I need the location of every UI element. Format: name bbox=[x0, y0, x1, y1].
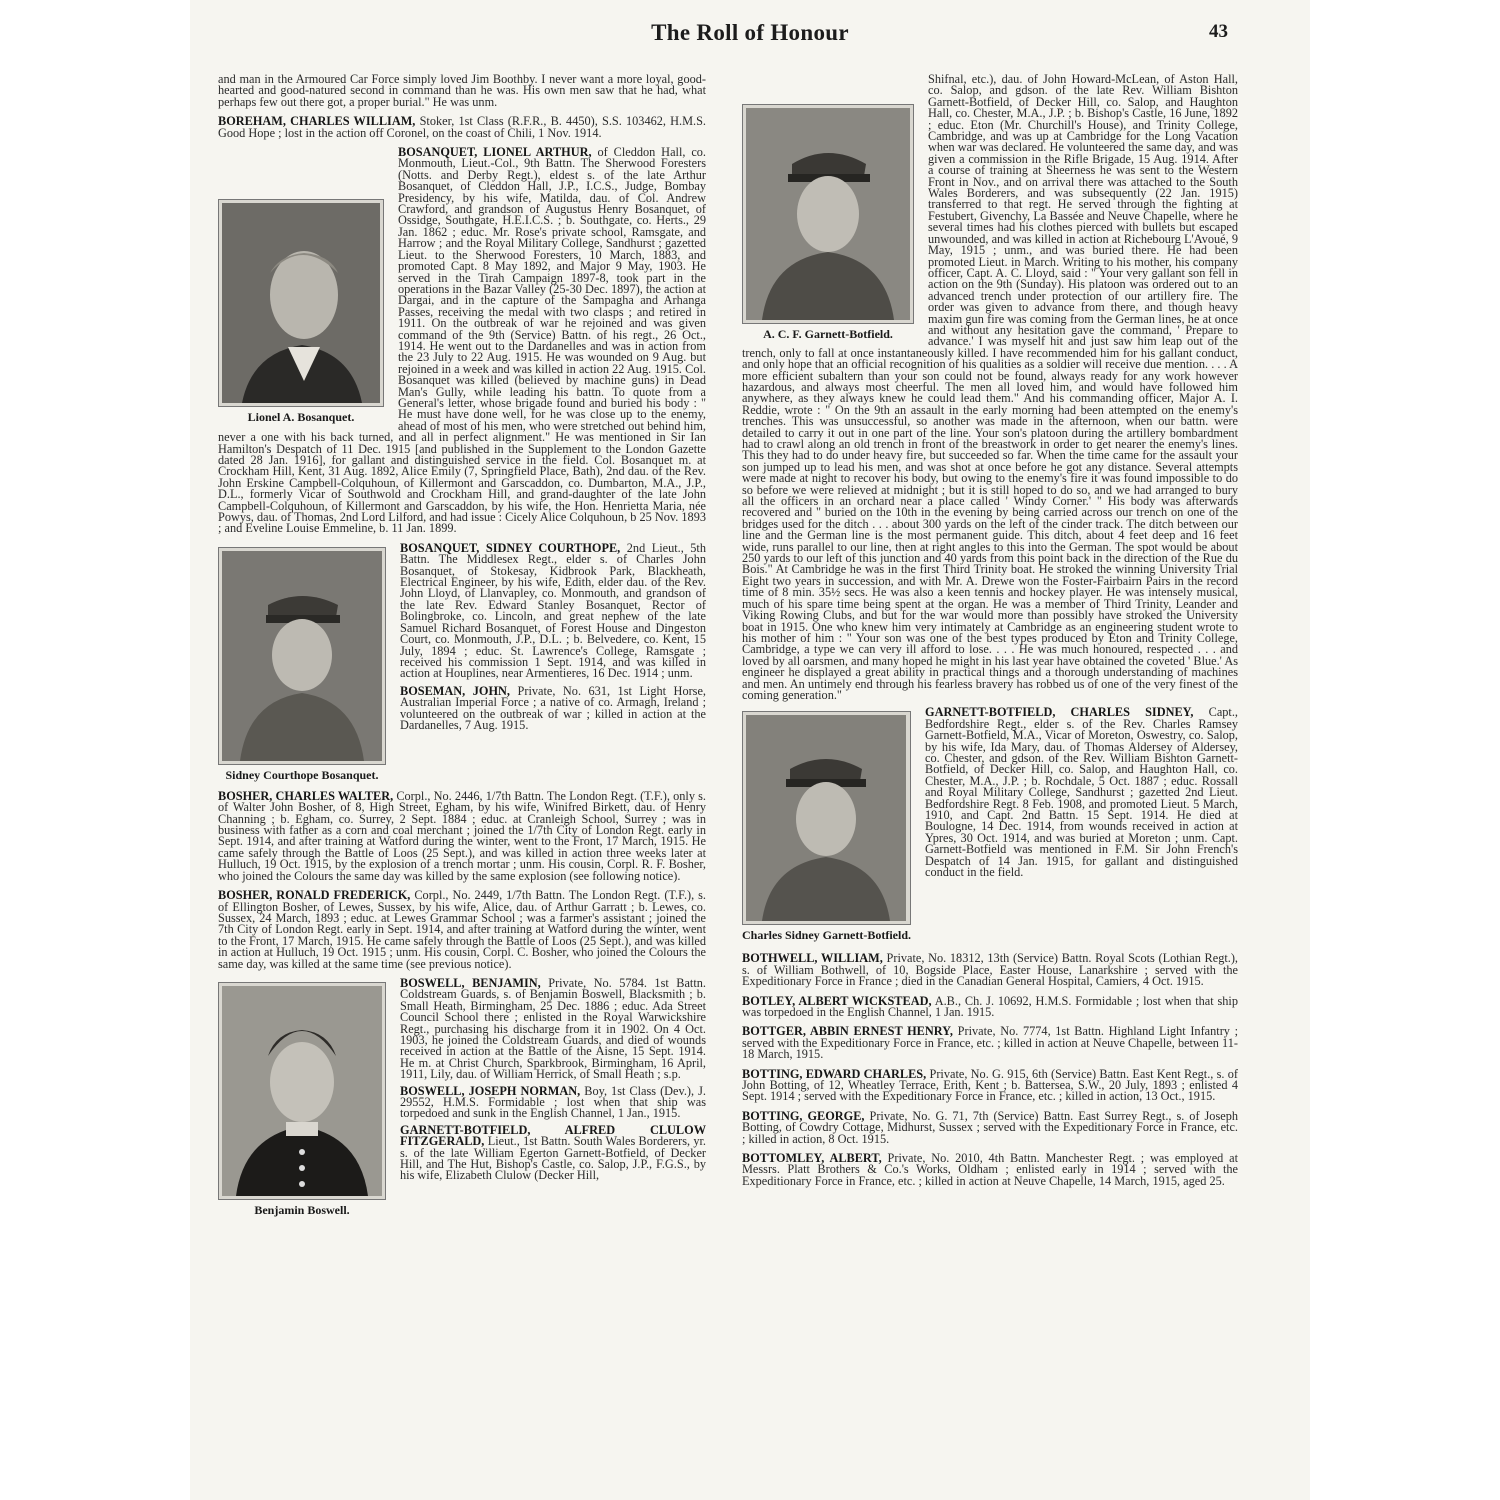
entry-garnett-alfred-continued bbox=[742, 74, 1238, 701]
entry-bosher-charles bbox=[218, 788, 707, 883]
caption-lionel: Lionel A. Bosanquet. bbox=[247, 410, 355, 425]
caption-charles: Charles Sidney Garnett-Botfield. bbox=[742, 928, 911, 943]
entry-name: BOSWELL, BENJAMIN, bbox=[400, 975, 541, 990]
entry-text: Lieut., 1st Battn. South Wales Borderers, yr. s. of the late William Egerton Garnett-Botfield, of Decker Hill, and The Hut, Bishop's Castle, co. Salop, J.P., F.G.S., by his wife, Elizabeth Clulow (Decker Hill, bbox=[400, 1134, 706, 1183]
entry-text: Private, No. G. 915, 6th (Service) Battn. East Kent Regt., s. of John Botting, of 12, Wheatley Terrace, Erith, Kent ; b. Battersea, S.W., 20 July, 1893 ; enlisted 4 Sept. 1914 ; served with the Expeditionary Force in France, etc. ; killed in action, 13 Oct., 1915. bbox=[742, 1066, 1238, 1104]
entry-name: BOTHWELL, WILLIAM, bbox=[742, 951, 883, 966]
entry-bosanquet-sidney bbox=[218, 540, 707, 785]
portrait-sidney bbox=[218, 547, 386, 781]
entry-name: BOREHAM, CHARLES WILLIAM, bbox=[218, 114, 416, 129]
entry-name: BOTTGER, ABBIN ERNEST HENRY, bbox=[742, 1024, 954, 1039]
photo-frame bbox=[218, 982, 386, 1200]
page-number: 43 bbox=[1209, 21, 1228, 42]
entry-bosanquet-lionel bbox=[218, 147, 706, 535]
caption-benjamin: Benjamin Boswell. bbox=[254, 1202, 350, 1217]
entry-botley bbox=[742, 993, 1238, 1019]
entry-garnett-charles bbox=[742, 707, 1238, 945]
entry-text: Private, No. 2010, 4th Battn. Manchester Regt. ; was employed at Messrs. Platt Brothers & Co.'s Works, Oldham ; enlisted early in 1914 ; served with the Expeditionary Force in France, etc. ; killed in action at Neuve Chapelle, 14 March, 1915, aged 25. bbox=[742, 1151, 1238, 1188]
photo-frame bbox=[218, 547, 386, 765]
entry-text: Capt., Bedfordshire Regt., elder s. of the Rev. Charles Ramsey Garnett-Botfield, M.A., Vicar of Moreton, Oswestry, co. Salop, by his wife, Ida Mary, dau. of Thomas Aldersey of Aldersey, co. Chester, and gdson. of the Rev. William Bishton Garnett-Botfield, of Decker Hill, co. Salop, and Haughton Hall, co. Chester, M.A., J.P. ; b. Rochdale, 5 Oct. 1887 ; educ. Rossall and Royal Military College, Sandhurst ; gazetted 2nd Lieut. Bedfordshire Regt. 8 Feb. 1908, and promoted Lieut. 5 March, 1910, and Capt. 2nd Battn. 15 Sept. 1914. He died at Boulogne, 14 Dec. 1914, from wounds received in action at Ypres, 30 Oct. 1914, and was buried at Moreton ; unm. Capt. Garnett-Botfield was mentioned in F.M. Sir John French's Despatch of 14 Jan. 1915, for gallant and distinguished conduct in the field. bbox=[925, 705, 1238, 880]
entry-text: A.B., Ch. J. 10692, H.M.S. Formidable ; lost when that ship was torpedoed in the English Channel, 1 Jan. 1915. bbox=[742, 993, 1238, 1019]
entry-text: Private, No. G. 71, 7th (Service) Battn. East Surrey Regt., s. of Joseph Botting, of Cowdry Cottage, Midhurst, Sussex ; served with the Expeditionary Force in France, etc. ; killed in action, 8 Oct. 1915. bbox=[742, 1108, 1238, 1146]
running-head: The Roll of Honour bbox=[651, 20, 849, 45]
photo-frame bbox=[218, 199, 384, 407]
portrait-charles bbox=[742, 711, 911, 941]
left-column bbox=[218, 74, 706, 1220]
entry-bosher-ronald bbox=[218, 890, 706, 970]
entry-name: BOTTOMLEY, ALBERT, bbox=[742, 1151, 882, 1166]
entry-text: Private, No. 18312, 13th (Service) Battn. Royal Scots (Lothian Regt.), s. of William Bothwell, of 10, Bogside Place, Easter House, Lanarkshire ; served with the Expeditionary Force in France ; died in the Canadian General Hospital, Camiers, 4 Oct. 1915. bbox=[742, 951, 1239, 989]
entry-name: BOSHER, CHARLES WALTER, bbox=[218, 788, 394, 803]
entry-name: BOSHER, RONALD FREDERICK, bbox=[218, 888, 411, 903]
entry-bottger bbox=[742, 1026, 1238, 1060]
entry-text: Private, No. 7774, 1st Battn. Highland Light Infantry ; served with the Expeditionary Force in France, etc. ; killed in action at Neuve Chapelle, between 11-18 March, 1915. bbox=[742, 1024, 1239, 1062]
entry-text: Corpl., No. 2446, 1/7th Battn. The London Regt. (T.F.), only s. of Walter John Bosher, of 8, High Street, Egham, by his wife, Winifred Birkett, dau. of Henry Channing ; b. Egham, co. Surrey, 2 Sept. 1884 ; educ. at Cranleigh School, Surrey ; was in business with father as a corn and coal merchant ; joined the 1/7th City of London Regt. early in Sept. 1914, and after training at Watford during the winter, went to the Front, 17 March, 1915. He came safely through the Battle of Loos (25 Sept.), and was killed in action three weeks later at Hulluch, 19 Oct. 1915, by the explosion of a trench mortar ; unm. His cousin, Corpl. R. F. Bosher, who joined the Colours the same day was killed by the same explosion (see following notice). bbox=[218, 788, 707, 883]
entry-botting-george bbox=[742, 1108, 1238, 1146]
portrait-image bbox=[222, 551, 382, 761]
entry-name: BOTTING, GEORGE, bbox=[742, 1108, 865, 1123]
entry-name: BOSWELL, JOSEPH NORMAN, bbox=[400, 1083, 581, 1098]
portrait-acf bbox=[742, 104, 914, 340]
entry-name: BOSANQUET, LIONEL ARTHUR, bbox=[398, 145, 592, 160]
right-column bbox=[742, 74, 1238, 1195]
entry-bothwell bbox=[742, 953, 1238, 987]
entry-boreham bbox=[218, 116, 706, 139]
photo-frame bbox=[742, 104, 914, 324]
entry-name: BOSANQUET, SIDNEY COURTHOPE, bbox=[400, 540, 621, 555]
portrait-image bbox=[746, 108, 910, 320]
entry-text: Private, No. 5784. 1st Battn. Coldstream Guards, s. of Benjamin Boswell, Blacksmith ; b. Small Heath, Birmingham, 25 Dec. 1886 ; educ. Ada Street Council School there ; enlisted in the Royal Warwickshire Regt., purchasing his discharge from it in 1902. On 4 Oct. 1903, he joined the Coldstream Guards, and died of wounds received in action at the Battle of the Aisne, 15 Sept. 1914. He m. at Christ Church, Sparkbrook, Birmingham, 16 April, 1911, Lily, dau. of William Herrick, of Small Heath ; s.p. bbox=[400, 975, 706, 1082]
photo-frame bbox=[742, 711, 911, 925]
entry-text: Corpl., No. 2449, 1/7th Battn. The London Regt. (T.F.), s. of Ellington Bosher, of Lewes, Sussex, by his wife, Alice, dau. of Arthur Garratt ; b. Lewes, co. Sussex, 24 March, 1893 ; educ. at Lewes Grammar School ; was a farmer's assistant ; joined the 7th City of London Regt. early in Sept. 1914, and after training at Watford during the winter, went to the Front, 17 March, 1915. He came safely through the Battle of Loos (25 Sept.), and was killed in action at Hulluch, 19 Oct. 1915 ; unm. His cousin, Corpl. C. Bosher, who joined the Colours the same day, was killed at the same time (see previous notice). bbox=[218, 888, 706, 971]
portrait-benjamin bbox=[218, 982, 386, 1216]
entry-name: BOSEMAN, JOHN, bbox=[400, 683, 510, 698]
entry-name: GARNETT-BOTFIELD, ALFRED CLULOW FITZGERALD, bbox=[400, 1122, 706, 1149]
entry-boswell-benjamin bbox=[218, 975, 706, 1217]
caption-acf: A. C. F. Garnett-Botfield. bbox=[763, 327, 893, 341]
portrait-image bbox=[222, 203, 380, 403]
entry-text: 2nd Lieut., 5th Battn. The Middlesex Regt., elder s. of Charles John Bosanquet, of Stokesay, Kidbrook Park, Blackheath, Electrical Engineer, by his wife, Edith, elder dau. of the Rev. John Lloyd, of Llanvapley, co. Monmouth, and grandson of the late Rev. Edward Stanley Bosanquet, Rector of Bolingbroke, co. Lincoln, and great nephew of the late Samuel Richard Bosanquet, of Forest House and Dingeston Court, co. Monmouth, J.P., D.L. ; b. Belvedere, co. Kent, 15 July, 1894 ; educ. St. Lawrence's College, Ramsgate ; received his commission 1 Sept. 1914, and was killed in action at Houplines, near Armentieres, 16 Dec. 1914 ; unm. bbox=[400, 540, 706, 681]
portrait-image bbox=[746, 715, 906, 921]
entry-name: BOTLEY, ALBERT WICKSTEAD, bbox=[742, 993, 932, 1008]
entry-text: Shifnal, etc.), dau. of John Howard-McLean, of Aston Hall, co. Salop, and gdson. of the late Rev. William Bishton Garnett-Botfield, of Decker Hill, co. Salop, and Haughton Hall, co. Chester, M.A., J.P. ; b. Bishop's Castle, 16 June, 1892 ; educ. Eton (Mr. Churchill's House), and Trinity College, Cambridge, and was up at Cambridge for the Long Vacation when war was declared. He volunteered the same day, and was given a commission in the Rifle Brigade, 15 Aug. 1914. After a course of training at Sheerness he was sent to the Western Front in Nov., and on arrival there was attached to the South Wales Borderers, and was subsequently (22 Jan. 1915) transferred to that regt. He served through the fighting at Festubert, Givenchy, La Bassée and Neuve Chapelle, where he several times had his clothes pierced with bullets but escaped unwounded, and was killed in action at Richebourg L'Avoué, 9 May, 1915 ; unm., and was buried there. He had been promoted Lieut. in March. Writing to his mother, his company officer, Capt. A. C. Lloyd, said : " Your very gallant son fell in action on the 9th (Sunday). His platoon was ordered out to an advanced trench under protection of our artillery fire. The order was given to advance from there, and though heavy maxim gun fire was coming from the German lines, he at once and without any hesitation gave the command, ' Prepare to advance.' I was myself hit and just saw him leap out of the trench, only to fall at once instantaneously killed. I have recommended him for his gallant conduct, and only hope that an official recognition of his qualities as a soldier will receive due mention. . . . A more efficient subaltern than your son could not be found, always ready for any work however hazardous, and always most cheerful. The men all loved him, and would have followed him anywhere, as they always knew he could lead them." And his commanding officer, Major A. I. Reddie, wrote : " On the 9th an assault in the early morning had been attempted on the enemy's trenches. This was unsuccessful, so another was made in the afternoon, when our battn. were detailed to carry it out in one part of the line. Your son's platoon during the artillery bombardment had to crawl along an old trench in front of the breastwork in order to get nearer the enemy's lines. This they had to do under heavy fire, but succeeded so far. When the time came for the assault your son jumped up to lead his men, and was shot at once before he got any distance. Several attempts were made at night to recover his body, but owing to the enemy's fire it was found impossible to do so before we were relieved at midnight ; but it is still hoped to do so, and we had arranged to bury all the officers in an orchard near a place called ' Windy Corner.' " His body was afterwards recovered and " buried on the 10th in the evening by being carried across our trench on one of the bridges used for the ditch . . . about 300 yards on the left of the cinder track. The ditch between our line and the German line is the most permanent guide. This ditch, about 4 feet deep and 16 feet wide, runs parallel to our line, then at right angles to this into the German. The spot would be about 250 yards to our left of this junction and 40 yards from this point back in the direction of the Rue du Bois." At Cambridge he was in the first Third Trinity boat. He stroked the winning University Trial Eight two years in succession, and with Mr. A. Drewe won the Foster-Fairbairn Pairs in the record time of 8 min. 35½ secs. He was also a keen tennis and hockey player. He was intensely musical, much of his spare time being spent at the organ. He was a member of Third Trinity, Leander and Viking Rowing Clubs, and but for the war would more than possibly have stroked the University boat in 1915. One who knew him very intimately at Cambridge as an engineering student wrote to his mother of him : " Your son was one of the best types produced by Eton and Trinity College, Cambridge, a type we can very ill afford to lose. . . . He was much honoured, respected . . . and loved by all oarsmen, and many hoped he might in his last year have obtained the coveted ' Blue.' As engineer he displayed a great ability in practical things and a thorough understanding of machines and men. An untimely end through his fearless bravery has robbed us of one of the very finest of the coming generation." bbox=[742, 72, 1238, 702]
portrait-lionel bbox=[218, 199, 384, 423]
entry-text: Boy, 1st Class (Dev.), J. 29552, H.M.S. Formidable ; lost when that ship was torpedoed and sunk in the English Channel, 1 Jan., 1915. bbox=[400, 1083, 706, 1121]
entry-bottomley bbox=[742, 1153, 1238, 1187]
entry-text: Private, No. 631, 1st Light Horse, Australian Imperial Force ; a native of co. Armagh, Ireland ; volunteered on the outbreak of war ; killed in action at the Dardanelles, 7 Aug. 1915. bbox=[400, 683, 707, 732]
entry-text: of Cleddon Hall, co. Monmouth, Lieut.-Col., 9th Battn. The Sherwood Foresters (Notts. and Derby Regt.), eldest s. of the late Arthur Bosanquet, of Cleddon Hall, J.P., I.C.S., Judge, Bombay Presidency, by his wife, Matilda, dau. of Col. Andrew Crawford, and grandson of Augustus Henry Bosanquet, of Ossidge, Southgate, H.E.I.C.S. ; b. Southgate, co. Herts., 29 Jan. 1862 ; educ. Mr. Rose's private school, Ramsgate, and Harrow ; and the Royal Military College, Sandhurst ; gazetted Lieut. to the Sherwood Foresters, 10 March, 1883, and promoted Capt. 8 May 1892, and Major 9 May, 1903. He served in the Tirah Campaign 1897-8, took part in the operations in the Bazar Valley (25-30 Dec. 1897), the action at Dargai, and in the capture of the Sampagha and Arhanga Passes, receiving the medal with two clasps ; and retired in 1911. On the outbreak of war he rejoined and was given command of the 9th (Service) Battn. of his regt., 26 Oct., 1914. He went out to the Dardanelles and was in action from the 23 July to 22 Aug. 1915. He was wounded on 9 Aug. but rejoined in a week and was killed in action 22 Aug. 1915. Col. Bosanquet was killed (believed by machine guns) in Dead Man's Gully, while leading his battn. To quote from a General's letter, whose brigade found and buried his body : " He must have done well, for he was close up to the enemy, ahead of most of his men, who were stretched out behind him, never a one with his back turned, and all in perfect alignment." He was mentioned in Sir Ian Hamilton's Despatch of 11 Dec. 1915 [and published in the Supplement to the London Gazette dated 28 Jan. 1916], for gallant and distinguished service in the field. Col. Bosanquet m. at Crockham Hill, Kent, 31 Aug. 1892, Alice Emily (7, Springfield Place, Bath), 2nd dau. of the Rev. John Erskine Campbell-Colquhoun, of Killermont and Garscaddon, co. Dumbarton, M.A., J.P., D.L., formerly Vicar of Southwold and Crockham Hill, and grand-daughter of the late John Campbell-Colquhoun, of Killermont and Garscaddon, by his wife, the Hon. Henrietta Maria, née Powys, dau. of Thomas, 2nd Lord Lilford, and had issue : Cicely Alice Colquhoun, b 25 Nov. 1893 ; and Eveline Louise Emmeline, b. 11 Jan. 1899. bbox=[218, 145, 707, 536]
entry-name: GARNETT-BOTFIELD, CHARLES SIDNEY, bbox=[925, 705, 1194, 720]
caption-sidney: Sidney Courthope Bosanquet. bbox=[225, 767, 379, 782]
entry-name: BOTTING, EDWARD CHARLES, bbox=[742, 1066, 927, 1081]
portrait-image bbox=[222, 986, 382, 1196]
entry-text: Stoker, 1st Class (R.F.R., B. 4450), S.S. 103462, H.M.S. Good Hope ; lost in the action off Coronel, on the coast of Chili, 1 Nov. 1914. bbox=[218, 114, 707, 140]
book-page bbox=[190, 0, 1310, 1500]
entry-continuation: and man in the Armoured Car Force simply loved Jim Boothby. I never want a more loyal, good-hearted and good-natured second in command than he was. His own men saw that he had, what perhaps few out there got, a proper burial." He was unm. bbox=[218, 72, 706, 109]
entry-botting-edward bbox=[742, 1066, 1238, 1104]
